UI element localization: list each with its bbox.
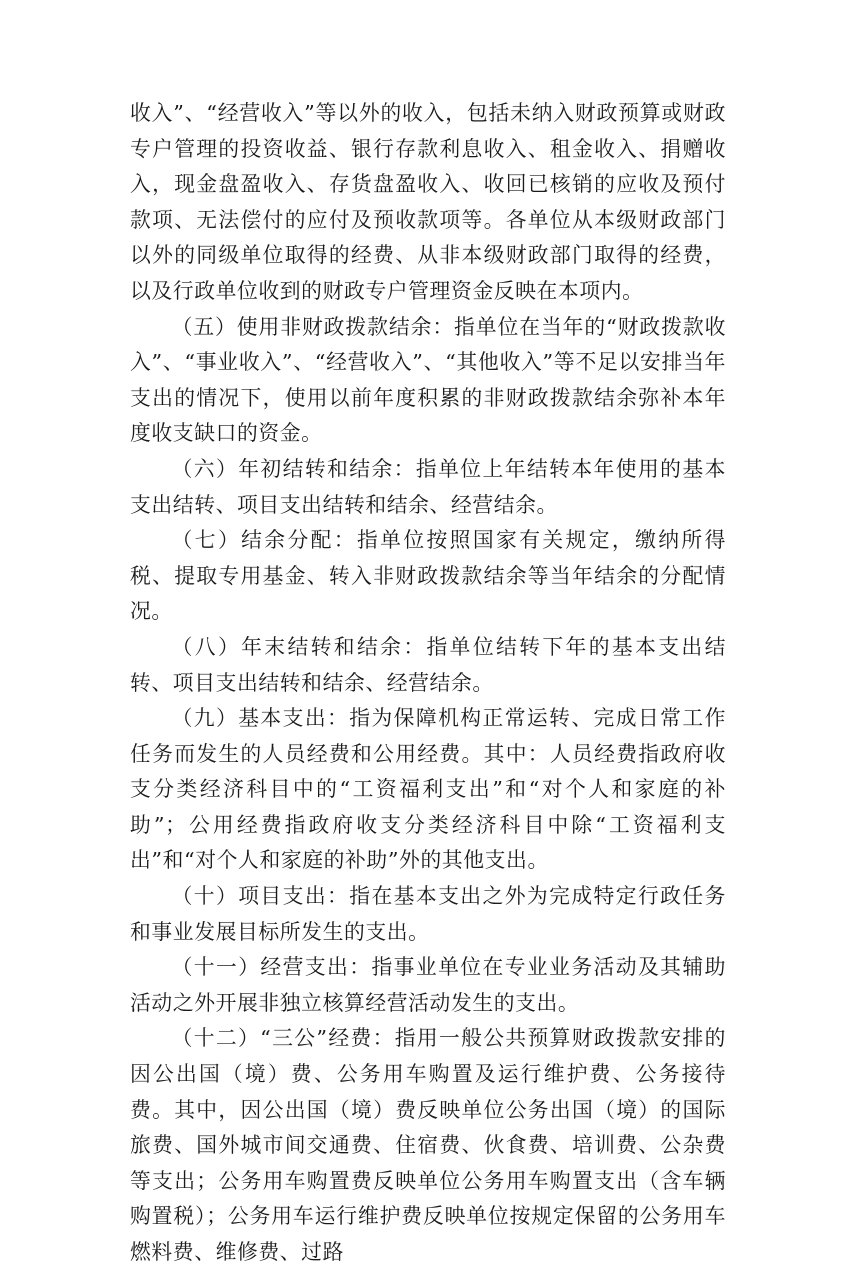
paragraph-opening-carryover: （六）年初结转和结余：指单位上年结转本年使用的基本支出结转、项目支出结转和结余、经营结余。 (130, 456, 726, 517)
paragraph-closing-carryover: （八）年末结转和结余：指单位结转下年的基本支出结转、项目支出结转和结余、经营结余。 (130, 634, 726, 695)
document-page (130, 96, 726, 1271)
paragraph-continued-income: 收入”、“经营收入”等以外的收入，包括未纳入财政预算或财政专户管理的投资收益、银行存款利息收入、租金收入、捐赠收入，现金盘盈收入、存货盘盈收入、收回已核销的应收及预付款项、无法偿付的应付及预收款项等。各单位从本级财政部门以外的同级单位取得的经费、从非本级财政部门取得的经费，以及行政单位收到的财政专户管理资金反映在本项内。 (130, 101, 726, 303)
paragraph-three-public-expenses: （十二）“三公”经费：指用一般公共预算财政拨款安排的因公出国（境）费、公务用车购置及运行维护费、公务接待费。其中，因公出国（境）费反映单位公务出国（境）的国际旅费、国外城市间交通费、住宿费、伙食费、培训费、公杂费等支出；公务用车购置费反映单位公务用车购置支出（含车辆购置税）；公务用车运行维护费反映单位按规定保留的公务用车燃料费、维修费、过路 (130, 1026, 726, 1264)
paragraph-project-expenditure: （十）项目支出：指在基本支出之外为完成特定行政任务和事业发展目标所发生的支出。 (130, 884, 726, 944)
paragraph-basic-expenditure: （九）基本支出：指为保障机构正常运转、完成日常工作任务而发生的人员经费和公用经费。其中：人员经费指政府收支分类经济科目中的“工资福利支出”和“对个人和家庭的补助”；公用经费指政府收支分类经济科目中除“工资福利支出”和“对个人和家庭的补助”外的其他支出。 (130, 706, 726, 873)
paragraph-non-fiscal-surplus-use: （五）使用非财政拨款结余：指单位在当年的“财政拨款收入”、“事业收入”、“经营收入”、“其他收入”等不足以安排当年支出的情况下，使用以前年度积累的非财政拨款结余弥补本年度收支缺口的资金。 (130, 314, 726, 446)
paragraph-operating-expenditure: （十一）经营支出：指事业单位在专业业务活动及其辅助活动之外开展非独立核算经营活动发生的支出。 (130, 955, 726, 1015)
paragraph-surplus-distribution: （七）结余分配：指单位按照国家有关规定，缴纳所得税、提取专用基金、转入非财政拨款结余等当年结余的分配情况。 (130, 528, 726, 624)
